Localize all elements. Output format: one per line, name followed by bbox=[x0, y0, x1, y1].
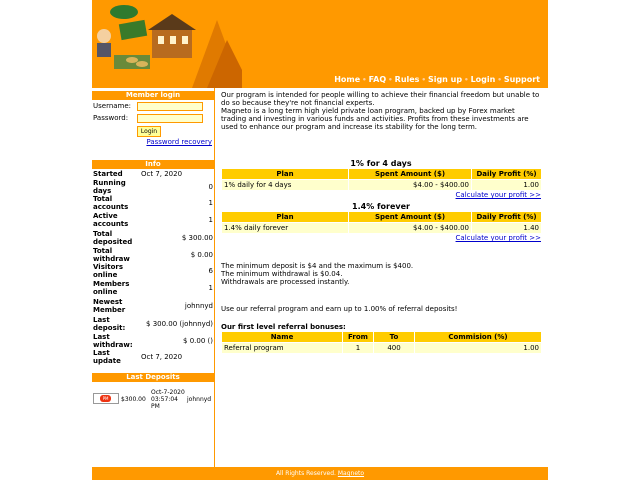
info-label: Total deposited bbox=[93, 229, 133, 246]
page bbox=[92, 0, 548, 480]
deposit-date: Oct-7-2020 03:57:04 PM bbox=[151, 388, 185, 410]
info-row bbox=[92, 279, 214, 297]
info-label: Total accounts bbox=[93, 195, 129, 211]
referral-note: Use our referral program and earn up to 1.00% of referral deposits! bbox=[221, 305, 458, 313]
plan-1-title: 1% for 4 days bbox=[350, 159, 412, 168]
nav-separator-icon: • bbox=[421, 76, 426, 84]
login-form bbox=[92, 100, 214, 150]
password-label: Password: bbox=[93, 114, 129, 122]
plan-amount: $4.00 - $400.00 bbox=[349, 180, 471, 190]
intro-text bbox=[221, 91, 541, 131]
plan-2-title: 1.4% forever bbox=[352, 202, 410, 211]
nav-separator-icon: • bbox=[464, 76, 469, 84]
intro-paragraph: Our program is intended for people willing to achieve their financial freedom but unable to do so because they're not financial experts. bbox=[221, 91, 540, 107]
info-value: Oct 7, 2020 bbox=[141, 170, 183, 178]
header-collage-image bbox=[92, 0, 242, 88]
info-label: Last update bbox=[93, 349, 121, 365]
payment-processor-icon: PM bbox=[93, 393, 119, 404]
nav-rules[interactable]: Rules bbox=[394, 75, 420, 84]
nav-separator-icon: • bbox=[362, 76, 367, 84]
info-row bbox=[92, 315, 214, 333]
referral-from: 1 bbox=[343, 343, 373, 353]
plan-header-plan: Plan bbox=[222, 212, 348, 222]
info-value: 0 bbox=[208, 183, 213, 191]
nav-separator-icon: • bbox=[388, 76, 393, 84]
info-value: 1 bbox=[208, 216, 213, 224]
last-deposits-table bbox=[92, 382, 214, 416]
nav-separator-icon: • bbox=[497, 76, 502, 84]
nav-support[interactable]: Support bbox=[503, 75, 540, 84]
plan-1-table bbox=[221, 168, 542, 191]
referral-row bbox=[222, 343, 541, 353]
info-label: Last deposit: bbox=[93, 316, 126, 332]
info-value: $ 0.00 () bbox=[183, 337, 213, 345]
referral-header-row bbox=[222, 332, 541, 342]
password-recovery-link[interactable]: Password recovery bbox=[146, 138, 212, 146]
plan-profit: 1.40 bbox=[472, 223, 541, 233]
info-label: Active accounts bbox=[93, 212, 129, 228]
deposit-notes bbox=[221, 262, 541, 286]
info-label: Members online bbox=[93, 280, 130, 296]
top-navigation bbox=[334, 75, 540, 84]
plan-header-row bbox=[222, 169, 541, 179]
username-input[interactable] bbox=[137, 102, 203, 111]
info-row bbox=[92, 246, 214, 263]
login-button[interactable]: Login bbox=[137, 126, 161, 137]
nav-faq[interactable]: FAQ bbox=[368, 75, 387, 84]
plan-header-amount: Spent Amount ($) bbox=[349, 169, 471, 179]
info-value: 1 bbox=[208, 284, 213, 292]
info-label: Visitors online bbox=[93, 263, 124, 279]
deposit-amount: $300.00 bbox=[121, 395, 146, 403]
nav-home[interactable]: Home bbox=[334, 75, 361, 84]
nav-sign-up[interactable]: Sign up bbox=[427, 75, 463, 84]
main-content bbox=[221, 88, 541, 467]
plan-name: 1% daily for 4 days bbox=[222, 180, 348, 190]
info-row bbox=[92, 211, 214, 229]
info-label: Total withdraw bbox=[93, 246, 130, 263]
payment-method-cell bbox=[92, 382, 120, 416]
info-row bbox=[92, 297, 214, 315]
referral-header-from: From bbox=[343, 332, 373, 342]
plan-profit: 1.00 bbox=[472, 180, 541, 190]
last-deposits-heading: Last Deposits bbox=[92, 373, 214, 382]
info-value: $ 300.00 (johnnyd) bbox=[146, 320, 213, 328]
info-label: Running days bbox=[93, 179, 126, 195]
info-heading: Info bbox=[92, 160, 214, 169]
withdrawal-processing-note: Withdrawals are processed instantly. bbox=[221, 278, 350, 286]
member-login-heading: Member login bbox=[92, 91, 214, 100]
referral-table bbox=[221, 331, 542, 354]
plan-header-profit: Daily Profit (%) bbox=[472, 169, 541, 179]
info-row bbox=[92, 195, 214, 211]
referral-header-commission: Commision (%) bbox=[415, 332, 541, 342]
info-row bbox=[92, 169, 214, 179]
info-row bbox=[92, 349, 214, 365]
username-label: Username: bbox=[93, 102, 132, 110]
plan-header-amount: Spent Amount ($) bbox=[349, 212, 471, 222]
referral-to: 400 bbox=[374, 343, 414, 353]
plan-row bbox=[222, 180, 541, 190]
referral-commission: 1.00 bbox=[415, 343, 541, 353]
referral-header-name: Name bbox=[222, 332, 342, 342]
referral-header-to: To bbox=[374, 332, 414, 342]
referral-bonuses-title: Our first level referral bonuses: bbox=[221, 323, 346, 331]
left-sidebar bbox=[92, 88, 215, 467]
deposit-row bbox=[92, 382, 214, 416]
spacer bbox=[221, 131, 541, 151]
referral-name: Referral program bbox=[222, 343, 342, 353]
plan-name: 1.4% daily forever bbox=[222, 223, 348, 233]
info-value: $ 300.00 bbox=[181, 233, 213, 242]
deposit-user: johnnyd bbox=[187, 395, 212, 403]
intro-paragraph: Magneto is a long term high yield private loan program, backed up by Forex market trading and investing in various funds and activities. Profits from these investments are used to enhance our program and increase its stability for the long term. bbox=[221, 107, 529, 131]
plan-header-row bbox=[222, 212, 541, 222]
info-label: Last withdraw: bbox=[93, 333, 133, 349]
plan-row bbox=[222, 223, 541, 233]
footer-magneto-link[interactable]: Magneto bbox=[337, 470, 365, 477]
header bbox=[92, 0, 548, 88]
min-withdrawal-note: The minimum withdrawal is $0.04. bbox=[221, 270, 343, 278]
nav-login[interactable]: Login bbox=[470, 75, 496, 84]
info-value: $ 0.00 bbox=[190, 250, 213, 259]
calculate-profit-link-2[interactable]: Calculate your profit >> bbox=[455, 234, 541, 242]
info-row bbox=[92, 263, 214, 279]
info-label: Started bbox=[93, 170, 123, 178]
footer bbox=[92, 467, 548, 480]
info-value: 6 bbox=[208, 267, 213, 275]
plan-header-profit: Daily Profit (%) bbox=[472, 212, 541, 222]
info-value: Oct 7, 2020 bbox=[141, 353, 183, 361]
calculate-profit-link-1[interactable]: Calculate your profit >> bbox=[455, 191, 541, 199]
info-value: johnnyd bbox=[184, 302, 213, 310]
password-input[interactable] bbox=[137, 114, 203, 123]
info-label: Newest Member bbox=[93, 298, 126, 314]
info-row bbox=[92, 229, 214, 246]
plan-header-plan: Plan bbox=[222, 169, 348, 179]
footer-text: All Rights Reserved. bbox=[275, 470, 336, 477]
info-row bbox=[92, 333, 214, 349]
info-table bbox=[92, 169, 214, 365]
min-deposit-note: The minimum deposit is $4 and the maximum is $400. bbox=[221, 262, 414, 270]
info-value: 1 bbox=[208, 199, 213, 207]
info-row bbox=[92, 179, 214, 195]
plan-amount: $4.00 - $400.00 bbox=[349, 223, 471, 233]
plan-2-table bbox=[221, 211, 542, 234]
